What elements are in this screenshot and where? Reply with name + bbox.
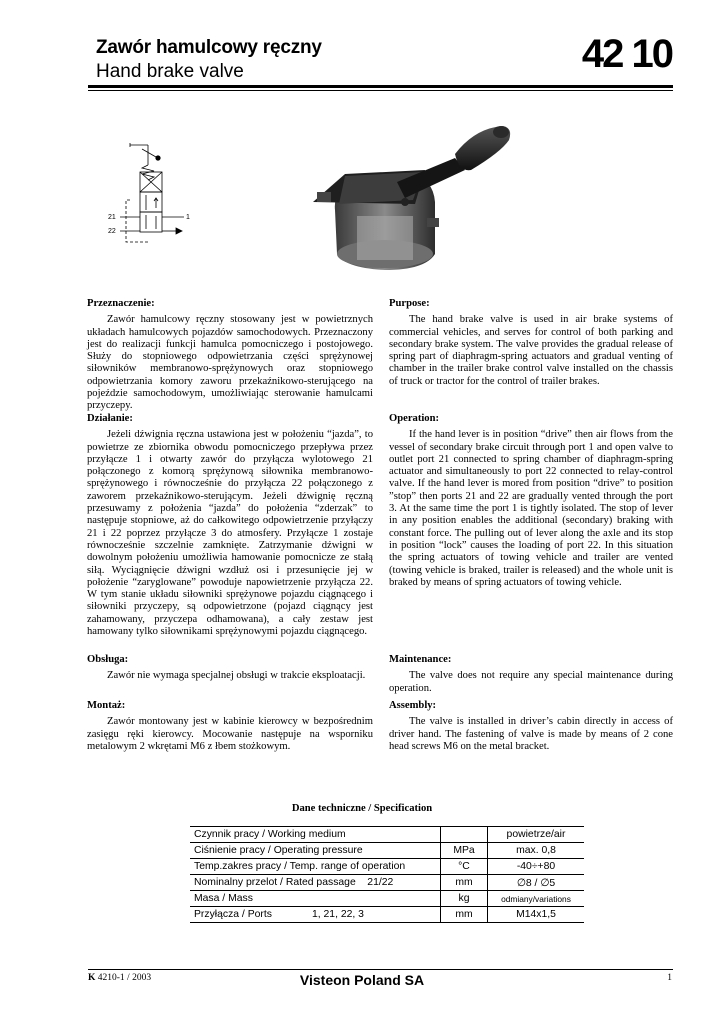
maintenance-english bbox=[389, 654, 673, 695]
pneumatic-symbol-diagram bbox=[100, 140, 200, 250]
document-code-prefix: K bbox=[88, 973, 96, 983]
table-row bbox=[190, 859, 584, 875]
table-row bbox=[190, 875, 584, 891]
port-label-1: 1 bbox=[186, 214, 190, 221]
maintenance-polish bbox=[87, 654, 373, 683]
purpose-polish bbox=[87, 298, 373, 413]
spec-unit: kg bbox=[441, 891, 488, 907]
operation-english-heading: Operation: bbox=[389, 413, 440, 424]
document-code-number: 4210-1 / 2003 bbox=[97, 973, 152, 983]
hand-brake-valve-image bbox=[305, 118, 525, 278]
maintenance-polish-heading: Obsługa: bbox=[87, 654, 129, 665]
assembly-polish bbox=[87, 700, 373, 753]
spec-unit: mm bbox=[441, 875, 488, 891]
spec-param: Przyłącza / Ports 1, 21, 22, 3 bbox=[190, 907, 441, 923]
operation-polish bbox=[87, 413, 373, 638]
header-rule bbox=[88, 85, 673, 88]
purpose-english bbox=[389, 298, 673, 388]
spec-value: M14x1,5 bbox=[488, 907, 585, 923]
port-label-22: 22 bbox=[108, 228, 116, 235]
operation-polish-heading: Działanie: bbox=[87, 413, 133, 424]
maintenance-english-heading: Maintenance: bbox=[389, 654, 452, 665]
assembly-english-heading: Assembly: bbox=[389, 700, 437, 711]
spec-param: Masa / Mass bbox=[190, 891, 441, 907]
assembly-polish-text: Zawór montowany jest w kabinie kierowcy w bezpośrednim zasięgu ręki kierowcy. Mocowanie następuje na wsporniku metalowym 2 wkrętami M6 z łbem stożkowym. bbox=[87, 716, 373, 752]
maintenance-english-text: The valve does not require any special maintenance during operation. bbox=[389, 670, 673, 694]
table-row bbox=[190, 891, 584, 907]
page-title-polish: Zawór hamulcowy ręczny bbox=[96, 37, 322, 58]
port-label-21: 21 bbox=[108, 214, 116, 221]
assembly-polish-heading: Montaż: bbox=[87, 700, 126, 711]
spec-value: max. 0,8 bbox=[488, 843, 585, 859]
operation-english-text: If the hand lever is in position “drive” then air flows from the vessel of secondary brake circuit through port 1 and open valve to outlet port 21 connected to spring chamber of diaphragm-spring actuator and simultaneously to port 22 connected to relay-control valve. If the hand lever is mored from position “drive” to position ”stop” then ports 21 and 22 are gradually vented through the port 3. At the same time the port 1 is tightly isolated. The stop of lever in any position enables the additional (secondary) braking with constant force. The pulling out of lever along the axle and its stop in position “lock” causes the loading of port 22. In this situation the spring actuators of towing vehicle and trailer are vented (towing vehicle is braked, trailer is released) and the whole unit is braked by means of spring actuators of towing vehicle. bbox=[389, 429, 673, 588]
spec-value: -40÷+80 bbox=[488, 859, 585, 875]
spec-unit: mm bbox=[441, 907, 488, 923]
header-rule-thin bbox=[88, 90, 673, 91]
spec-title: Dane techniczne / Specification bbox=[291, 803, 433, 814]
purpose-english-text: The hand brake valve is used in air brake systems of commercial vehicles, and serves for control of both parking and secondary brake system. The valve provides the gradual release of spring part of diaphragm-spring actuators and gradual venting of chamber in the trailer brake control valve installed on the chassis of truck or tractor for the control of trailer brakes. bbox=[389, 314, 673, 387]
spec-param: Czynnik pracy / Working medium bbox=[190, 827, 441, 843]
spec-unit: MPa bbox=[441, 843, 488, 859]
page-title-english: Hand brake valve bbox=[96, 61, 244, 82]
spec-extra: 1, 21, 22, 3 bbox=[311, 909, 364, 920]
table-row bbox=[190, 907, 584, 923]
operation-english bbox=[389, 413, 673, 589]
purpose-english-heading: Purpose: bbox=[389, 298, 430, 309]
footer-rule bbox=[88, 969, 673, 970]
maintenance-polish-text: Zawór nie wymaga specjalnej obsługi w trakcie eksploatacji. bbox=[107, 670, 366, 682]
assembly-english-text: The valve is installed in driver’s cabin directly in access of driver hand. The fastening of valve is made by means of 2 cone head screws M6 on the metal bracket. bbox=[389, 716, 673, 752]
spec-param: Temp.zakres pracy / Temp. range of operation bbox=[190, 859, 441, 875]
spec-extra: 21/22 bbox=[367, 877, 394, 888]
spec-unit: °C bbox=[441, 859, 488, 875]
purpose-polish-heading: Przeznaczenie: bbox=[87, 298, 155, 309]
spec-param: Ciśnienie pracy / Operating pressure bbox=[190, 843, 441, 859]
table-row bbox=[190, 843, 584, 859]
purpose-polish-text: Zawór hamulcowy ręczny stosowany jest w powietrznych układach hamulcowych pojazdów samochodowych. Przeznaczony jest do realizacji funkcji hamulca pomocniczego i postojowego. Służy do stopniowego odpowietrzania części sprężynowej siłowników membranowo-sprężynowych oraz stopniowego odpowietrzania komory zaworu przekaźnikowo-sterującego na pojeździe samochodowym, umożliwiając sterowanie hamulcami przyczepy. bbox=[87, 314, 373, 412]
spec-param: Nominalny przelot / Rated passage 21/22 bbox=[190, 875, 441, 891]
assembly-english bbox=[389, 700, 673, 753]
spec-unit bbox=[441, 827, 488, 843]
operation-polish-text: Jeżeli dźwignia ręczna ustawiona jest w położeniu “jazda”, to powietrze ze zbiornika obwodu pomocniczego przepływa przez przyłącze 1 i otwarty zawór do przyłącza wylotowego 21 połączonego z komorą sprężynową siłownika membranowo-sprężynowego i równocześnie do przyłącza 22 połączonego z zaworem przekaźnikowo-sterującym. Jeżeli dźwignię ręczną przesuwamy z położenia “jazda” do położenia “zderzak” to następuje stopniowe, aż do całkowitego odpowietrzenie przyłączy 21 i 22 poprzez przyłącze 3 do atmosfery. Przyłącze 1 zostaje równocześnie szczelnie zamknięte. Zatrzymanie dźwigni w dowolnym położeniu umożliwia hamowanie pomocnicze ze stałą siłą. Wyciągnięcie dźwigni wzdłuż osi i przesunięcie jej w położenie “zaryglowane” powoduje napowietrzenie przyłącza 22. W tym stanie układu siłowniki sprężynowe pojazdu ciągnącego i siłowniki przyczepy, są odpowietrzone (pojazd ciągnący jest zahamowany, przyczepa odhamowana), a cały zestaw jest hamowany tylko siłownikami sprężynowymi pojazdu ciągnącego. bbox=[87, 429, 373, 638]
page-number: 1 bbox=[667, 973, 672, 983]
spec-value: powietrze/air bbox=[488, 827, 585, 843]
catalog-code: 42 10 bbox=[581, 32, 672, 76]
spec-table bbox=[190, 826, 584, 923]
spec-value: ∅8 / ∅5 bbox=[488, 875, 585, 891]
spec-value: odmiany/variations bbox=[488, 891, 585, 907]
company-name: Visteon Poland SA bbox=[299, 972, 425, 988]
table-row bbox=[190, 827, 584, 843]
